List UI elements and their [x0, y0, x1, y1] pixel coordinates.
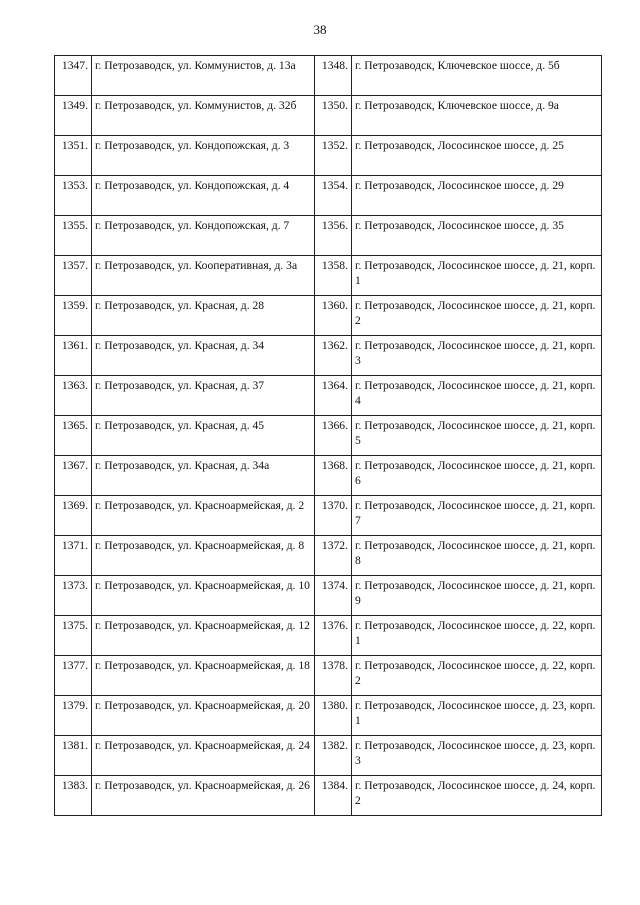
- left-item-number: 1383.: [55, 776, 92, 816]
- right-item-number: 1376.: [315, 616, 352, 656]
- left-item-address: г. Петрозаводск, ул. Красноармейская, д. 18: [92, 656, 315, 696]
- right-item-number: 1366.: [315, 416, 352, 456]
- right-item-number: 1358.: [315, 256, 352, 296]
- address-table-body: [55, 56, 602, 816]
- right-item-number: 1370.: [315, 496, 352, 536]
- table-row: [55, 456, 602, 496]
- table-row: [55, 736, 602, 776]
- right-item-address: г. Петрозаводск, Лососинское шоссе, д. 21, корп. 9: [352, 576, 602, 616]
- table-row: [55, 416, 602, 456]
- right-item-address: г. Петрозаводск, Лососинское шоссе, д. 24, корп. 2: [352, 776, 602, 816]
- left-item-address: г. Петрозаводск, ул. Кондопожская, д. 7: [92, 216, 315, 256]
- table-row: [55, 776, 602, 816]
- table-row: [55, 496, 602, 536]
- right-item-address: г. Петрозаводск, Лососинское шоссе, д. 35: [352, 216, 602, 256]
- right-item-address: г. Петрозаводск, Лососинское шоссе, д. 21, корп. 3: [352, 336, 602, 376]
- left-item-number: 1347.: [55, 56, 92, 96]
- left-item-address: г. Петрозаводск, ул. Красноармейская, д. 2: [92, 496, 315, 536]
- left-item-number: 1355.: [55, 216, 92, 256]
- left-item-address: г. Петрозаводск, ул. Красная, д. 34: [92, 336, 315, 376]
- table-row: [55, 576, 602, 616]
- left-item-number: 1371.: [55, 536, 92, 576]
- table-row: [55, 536, 602, 576]
- right-item-address: г. Петрозаводск, Лососинское шоссе, д. 21, корп. 8: [352, 536, 602, 576]
- left-item-number: 1349.: [55, 96, 92, 136]
- table-row: [55, 616, 602, 656]
- right-item-address: г. Петрозаводск, Лососинское шоссе, д. 22, корп. 1: [352, 616, 602, 656]
- left-item-number: 1359.: [55, 296, 92, 336]
- table-row: [55, 96, 602, 136]
- page-number: 38: [313, 22, 327, 37]
- left-item-address: г. Петрозаводск, ул. Кондопожская, д. 3: [92, 136, 315, 176]
- left-item-number: 1361.: [55, 336, 92, 376]
- left-item-address: г. Петрозаводск, ул. Красная, д. 45: [92, 416, 315, 456]
- table-row: [55, 176, 602, 216]
- right-item-address: г. Петрозаводск, Лососинское шоссе, д. 23, корп. 3: [352, 736, 602, 776]
- right-item-number: 1360.: [315, 296, 352, 336]
- left-item-address: г. Петрозаводск, ул. Красноармейская, д. 12: [92, 616, 315, 656]
- right-item-number: 1362.: [315, 336, 352, 376]
- right-item-number: 1378.: [315, 656, 352, 696]
- right-item-address: г. Петрозаводск, Лососинское шоссе, д. 21, корп. 4: [352, 376, 602, 416]
- address-table: [54, 55, 602, 816]
- table-row: [55, 656, 602, 696]
- left-item-address: г. Петрозаводск, ул. Кондопожская, д. 4: [92, 176, 315, 216]
- left-item-number: 1381.: [55, 736, 92, 776]
- left-item-number: 1365.: [55, 416, 92, 456]
- left-item-address: г. Петрозаводск, ул. Красноармейская, д. 20: [92, 696, 315, 736]
- right-item-number: 1382.: [315, 736, 352, 776]
- left-item-number: 1357.: [55, 256, 92, 296]
- right-item-number: 1364.: [315, 376, 352, 416]
- right-item-number: 1350.: [315, 96, 352, 136]
- left-item-number: 1353.: [55, 176, 92, 216]
- table-row: [55, 376, 602, 416]
- right-item-address: г. Петрозаводск, Лососинское шоссе, д. 21, корп. 1: [352, 256, 602, 296]
- right-item-address: г. Петрозаводск, Лососинское шоссе, д. 22, корп. 2: [352, 656, 602, 696]
- right-item-number: 1372.: [315, 536, 352, 576]
- left-item-address: г. Петрозаводск, ул. Красная, д. 28: [92, 296, 315, 336]
- right-item-number: 1368.: [315, 456, 352, 496]
- table-row: [55, 336, 602, 376]
- right-item-address: г. Петрозаводск, Ключевское шоссе, д. 5б: [352, 56, 602, 96]
- right-item-number: 1348.: [315, 56, 352, 96]
- table-row: [55, 56, 602, 96]
- left-item-address: г. Петрозаводск, ул. Красная, д. 37: [92, 376, 315, 416]
- left-item-address: г. Петрозаводск, ул. Кооперативная, д. 3а: [92, 256, 315, 296]
- left-item-address: г. Петрозаводск, ул. Красноармейская, д. 24: [92, 736, 315, 776]
- right-item-number: 1380.: [315, 696, 352, 736]
- left-item-address: г. Петрозаводск, ул. Коммунистов, д. 13а: [92, 56, 315, 96]
- right-item-address: г. Петрозаводск, Лососинское шоссе, д. 21, корп. 6: [352, 456, 602, 496]
- table-row: [55, 696, 602, 736]
- right-item-address: г. Петрозаводск, Ключевское шоссе, д. 9а: [352, 96, 602, 136]
- right-item-address: г. Петрозаводск, Лососинское шоссе, д. 21, корп. 5: [352, 416, 602, 456]
- table-row: [55, 256, 602, 296]
- left-item-address: г. Петрозаводск, ул. Красноармейская, д. 26: [92, 776, 315, 816]
- left-item-address: г. Петрозаводск, ул. Коммунистов, д. 32б: [92, 96, 315, 136]
- left-item-number: 1373.: [55, 576, 92, 616]
- right-item-address: г. Петрозаводск, Лососинское шоссе, д. 21, корп. 7: [352, 496, 602, 536]
- right-item-number: 1374.: [315, 576, 352, 616]
- table-row: [55, 296, 602, 336]
- left-item-number: 1363.: [55, 376, 92, 416]
- right-item-number: 1356.: [315, 216, 352, 256]
- left-item-address: г. Петрозаводск, ул. Красноармейская, д. 8: [92, 536, 315, 576]
- right-item-number: 1352.: [315, 136, 352, 176]
- left-item-number: 1377.: [55, 656, 92, 696]
- left-item-number: 1369.: [55, 496, 92, 536]
- right-item-address: г. Петрозаводск, Лососинское шоссе, д. 21, корп. 2: [352, 296, 602, 336]
- right-item-number: 1354.: [315, 176, 352, 216]
- right-item-number: 1384.: [315, 776, 352, 816]
- table-row: [55, 136, 602, 176]
- left-item-number: 1379.: [55, 696, 92, 736]
- left-item-address: г. Петрозаводск, ул. Красная, д. 34а: [92, 456, 315, 496]
- right-item-address: г. Петрозаводск, Лососинское шоссе, д. 29: [352, 176, 602, 216]
- left-item-number: 1375.: [55, 616, 92, 656]
- table-row: [55, 216, 602, 256]
- right-item-address: г. Петрозаводск, Лососинское шоссе, д. 23, корп. 1: [352, 696, 602, 736]
- left-item-number: 1367.: [55, 456, 92, 496]
- right-item-address: г. Петрозаводск, Лососинское шоссе, д. 25: [352, 136, 602, 176]
- left-item-number: 1351.: [55, 136, 92, 176]
- left-item-address: г. Петрозаводск, ул. Красноармейская, д. 10: [92, 576, 315, 616]
